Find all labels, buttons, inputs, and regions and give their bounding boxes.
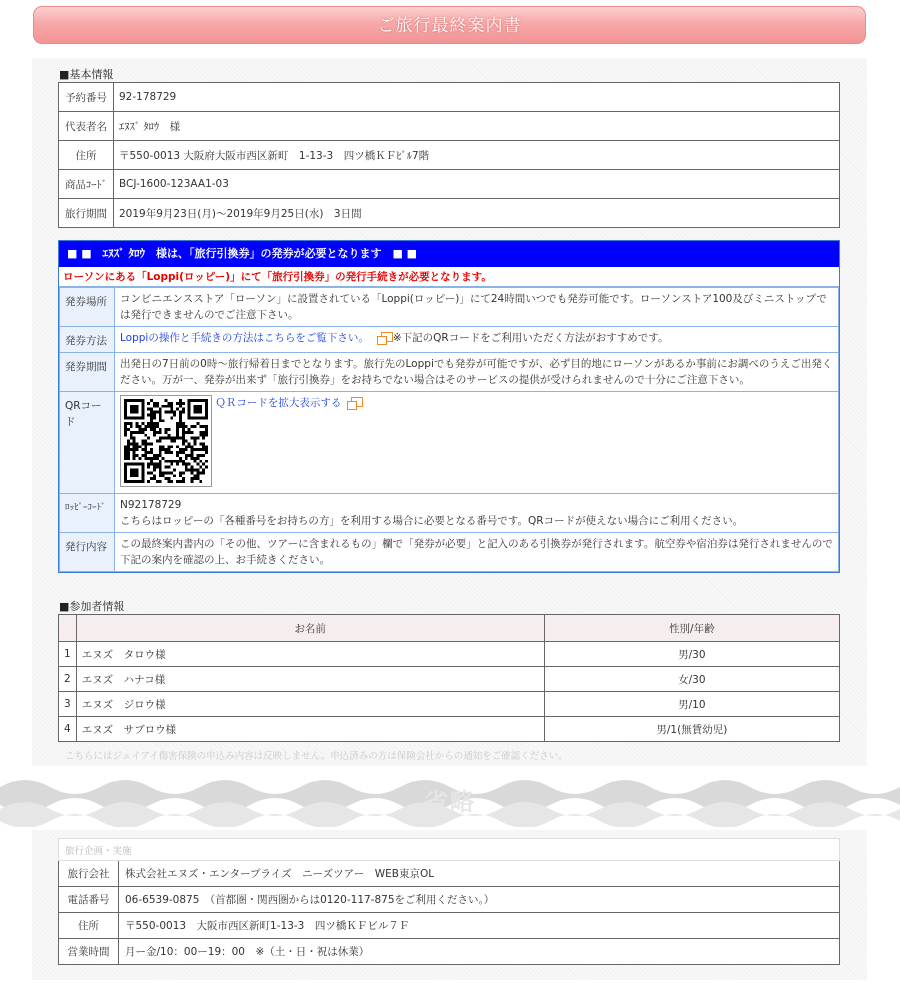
qr-enlarge-link[interactable]: ＱＲコードを拡大表示する	[215, 397, 342, 409]
table-row	[60, 494, 839, 533]
travel-period-value: 2019年9月23日(月)～2019年9月25日(水) 3日間	[114, 199, 840, 228]
gender-age-header: 性別/年齢	[544, 615, 839, 642]
company-name-value: 株式会社エヌズ・エンタープライズ ニーズツアー WEB東京OL	[119, 861, 840, 887]
issue-method-label: 発券方法	[60, 327, 115, 353]
reservation-no-label: 予約番号	[59, 83, 114, 112]
qr-code-label: QRコード	[60, 392, 115, 494]
travel-period-label: 旅行期間	[59, 199, 114, 228]
issue-content-text: この最終案内書内の「その他、ツアーに含まれるもの」欄で「発券が必要」と記入のある引換券が発行されます。航空券や宿泊券は発行されませんので下記の案内を確認の上、お手続きください。	[115, 533, 839, 572]
qr-code-cell	[115, 392, 839, 494]
ticket-table	[59, 287, 839, 572]
loppi-code-cell	[115, 494, 839, 533]
issue-content-label: 発行内容	[60, 533, 115, 572]
table-row	[59, 667, 840, 692]
name-header: お名前	[76, 615, 544, 642]
insurance-note: こちらにはジェイアイ傷害保険の申込み内容は反映しません。申込済みの方は保険会社からの通知をご確認ください。	[65, 751, 568, 762]
table-row	[60, 353, 839, 392]
table-row	[59, 141, 840, 170]
issue-method-note: ※下記のQRコードをご利用いただく方法がおすすめです。	[392, 332, 669, 344]
table-row	[59, 642, 840, 667]
table-row	[59, 112, 840, 141]
table-row	[59, 170, 840, 199]
participant-name: エヌズ タロウ様	[76, 642, 544, 667]
row-number: 2	[59, 667, 77, 692]
participant-gender-age: 男/30	[544, 642, 839, 667]
page-title: ご旅行最終案内書	[33, 6, 866, 44]
no-header	[59, 615, 77, 642]
table-header-row	[59, 615, 840, 642]
issue-period-text: 出発日の7日前の0時～旅行帰着日までとなります。旅行先のLoppiでも発券が可能ですが、必ず目的地にローソンがあるか事前にお調べのうえご出発ください。万が一、発券が出来ず「旅行引換券」をお持ちでない場合はそのサービスの提供が受けられませんので十分にご注意下さい。	[115, 353, 839, 392]
company-table	[58, 838, 840, 965]
loppi-guide-link[interactable]: Loppiの操作と手続きの方法はこちらをご覧下さい。	[120, 332, 369, 344]
company-address-label: 住所	[59, 913, 119, 939]
table-row	[59, 717, 840, 742]
issue-place-text: コンビニエンスストア「ローソン」に設置されている「Loppi(ロッピー)」にて24時間いつでも発券可能です。ローソンストア100及びミニストップでは発行できませんのでご注意下さい。	[115, 288, 839, 327]
table-row	[60, 327, 839, 353]
participant-gender-age: 男/10	[544, 692, 839, 717]
external-window-icon[interactable]	[381, 332, 393, 342]
loppi-code-label: ﾛｯﾋﾟｰｺｰﾄﾞ	[60, 494, 115, 533]
table-row	[60, 288, 839, 327]
address-label: 住所	[59, 141, 114, 170]
participant-name: エヌズ ハナコ様	[76, 667, 544, 692]
company-name-label: 旅行会社	[59, 861, 119, 887]
table-row	[59, 861, 840, 887]
basic-info-heading: ■基本情報	[59, 68, 114, 81]
table-row	[59, 692, 840, 717]
external-window-icon[interactable]	[351, 397, 363, 407]
business-hours-value: 月ー金/10：00ー19：00 ※（土・日・祝は休業）	[119, 939, 840, 965]
qr-code-image	[120, 395, 212, 487]
row-number: 4	[59, 717, 77, 742]
ticket-notice: ローソンにある「Loppi(ロッピー)」にて「旅行引換券」の発行手続きが必要となります。	[59, 267, 839, 287]
phone-value: 06-6539-0875 （首都圏・関西圏からは0120-117-875をご利用ください。）	[119, 887, 840, 913]
participant-name: エヌズ サブロウ様	[76, 717, 544, 742]
business-hours-label: 営業時間	[59, 939, 119, 965]
representative-label: 代表者名	[59, 112, 114, 141]
representative-value: ｴﾇｽﾞ ﾀﾛｳ 様	[114, 112, 840, 141]
ticket-header: ■ ■ ｴﾇｽﾞ ﾀﾛｳ 様は、「旅行引換券」の発券が必要となります ■ ■	[59, 241, 839, 267]
loppi-code-value: N92178729	[120, 499, 182, 511]
issue-place-label: 発券場所	[60, 288, 115, 327]
address-value: 〒550-0013 大阪府大阪市西区新町 1-13-3 四ツ橋ＫＦﾋﾞﾙ7階	[114, 141, 840, 170]
row-number: 3	[59, 692, 77, 717]
row-number: 1	[59, 642, 77, 667]
table-row	[60, 533, 839, 572]
participant-gender-age: 男/1(無賃幼児)	[544, 717, 839, 742]
participant-gender-age: 女/30	[544, 667, 839, 692]
company-address-value: 〒550-0013 大阪市西区新町1-13-3 四ツ橋ＫＦビル７Ｆ	[119, 913, 840, 939]
participant-name: エヌズ ジロウ様	[76, 692, 544, 717]
company-heading: 旅行企画・実施	[59, 839, 840, 861]
table-row	[59, 913, 840, 939]
table-row	[59, 199, 840, 228]
table-row	[59, 887, 840, 913]
loppi-code-text: こちらはロッピーの「各種番号をお持ちの方」を利用する場合に必要となる番号です。QRコードが使えない場合にご利用ください。	[120, 515, 744, 527]
participants-table	[58, 614, 840, 742]
issue-method-cell	[115, 327, 839, 353]
product-code-value: BCJ-1600-123AA1-03	[114, 170, 840, 199]
basic-info-table	[58, 82, 840, 228]
reservation-no-value: 92-178729	[114, 83, 840, 112]
table-row	[59, 83, 840, 112]
phone-label: 電話番号	[59, 887, 119, 913]
table-row	[60, 392, 839, 494]
table-row	[59, 939, 840, 965]
issue-period-label: 発券期間	[60, 353, 115, 392]
product-code-label: 商品ｺｰﾄﾞ	[59, 170, 114, 199]
table-row	[59, 839, 840, 861]
omitted-label: 省略	[424, 788, 476, 816]
ticket-section	[58, 240, 840, 573]
participants-heading: ■参加者情報	[59, 600, 125, 613]
